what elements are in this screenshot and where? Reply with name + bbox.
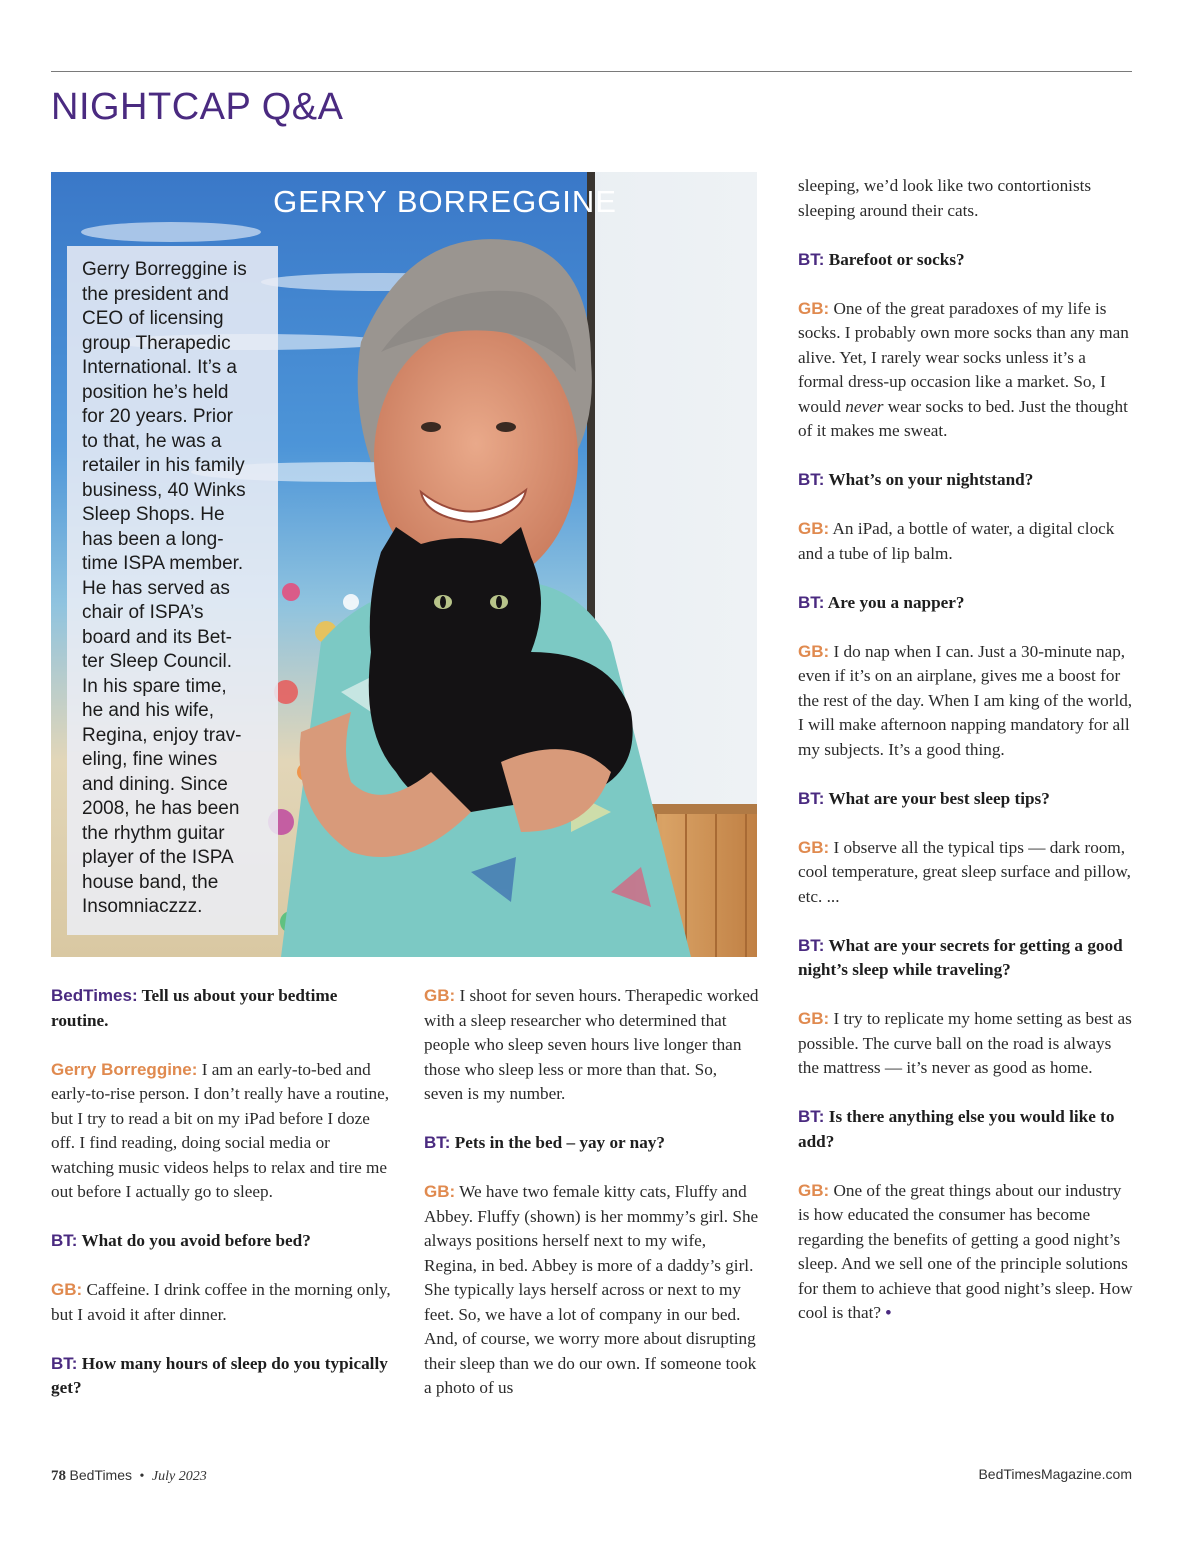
answer bbox=[51, 1278, 391, 1327]
answer-text: I shoot for seven hours. Therapedic worked with a sleep researcher who determined that people who sleep seven hours live longer than those who sleep less or more than that. So, seven is my number. bbox=[424, 986, 759, 1103]
question bbox=[798, 1105, 1134, 1154]
speaker-tag-bt: BT: bbox=[798, 788, 825, 808]
speaker-tag-bt: BT: bbox=[798, 935, 825, 955]
speaker-tag-gb: GB: bbox=[798, 837, 830, 857]
speaker-tag-gb: GB: bbox=[798, 1180, 830, 1200]
column-2 bbox=[424, 984, 760, 1425]
footer-folio bbox=[51, 1467, 207, 1485]
answer-text: I do nap when I can. Just a 30-minute nap, even if it’s on an airplane, gives me a boost for the rest of the day. When I am king of the world, I will make afternoon napping mandatory for all my subjects. It’s a good thing. bbox=[798, 641, 1133, 759]
answer-text: I am an early-to-bed and early-to-rise person. I don’t really have a routine, but I try to read a bit on my iPad before I doze off. I find reading, doing social media or watching music videos helps to relax and tire me out before I actually go to sleep. bbox=[51, 1059, 390, 1201]
question bbox=[798, 468, 1134, 493]
magazine-name: BedTimes bbox=[69, 1467, 133, 1483]
question-text: What do you avoid before bed? bbox=[77, 1231, 311, 1250]
answer bbox=[798, 836, 1134, 910]
answer bbox=[798, 1007, 1134, 1081]
issue-date: July 2023 bbox=[151, 1469, 207, 1484]
website-link[interactable]: BedTimesMagazine.com bbox=[978, 1466, 1132, 1482]
column-3 bbox=[798, 174, 1134, 1350]
question-text: Tell us about your bedtime routine. bbox=[51, 986, 338, 1030]
question-text: Are you a napper? bbox=[824, 592, 965, 612]
speaker-tag-gb: GB: bbox=[798, 641, 830, 661]
answer bbox=[424, 1180, 760, 1401]
question-text: How many hours of sleep do you typically get? bbox=[51, 1353, 388, 1397]
speaker-tag-bt: BedTimes: bbox=[51, 986, 138, 1005]
speaker-tag-gb: GB: bbox=[424, 986, 456, 1005]
speaker-tag-bt: BT: bbox=[424, 1133, 451, 1152]
speaker-tag-gb: GB: bbox=[424, 1182, 456, 1201]
question-text: What are your secrets for getting a good night’s sleep while traveling? bbox=[798, 935, 1123, 979]
question bbox=[798, 787, 1134, 812]
question bbox=[798, 934, 1134, 983]
speaker-tag-gb: GB: bbox=[798, 298, 830, 318]
bio-box: Gerry Borreggine is the president and CEO of licensing group Therapedic International. It’s a position he’s held for 20 years. Prior to that, he was a retailer in his family business, 40 Winks Sleep Shops. He has been a long- time ISPA member. He has served as chair of ISPA’s board and its Bet- ter Sleep Council. In his spare time, he and his wife, Regina, enjoy trav- eling, fine wines and dining. Since 2008, he has been the rhythm guitar player of the ISPA house band, the Insomniaczzz. bbox=[67, 246, 278, 935]
answer bbox=[798, 1179, 1134, 1326]
feature-photo bbox=[51, 172, 757, 957]
question bbox=[51, 984, 391, 1033]
question bbox=[51, 1229, 391, 1254]
question-text: Is there anything else you would like to add? bbox=[798, 1107, 1115, 1151]
answer-text: One of the great things about our industry is how educated the consumer has become regarding the benefits of getting a good night’s sleep. And we sell one of the principle solutions for them to achieve that good night’s sleep. How cool is that? bbox=[798, 1180, 1133, 1322]
question bbox=[51, 1352, 391, 1401]
speaker-tag-bt: BT: bbox=[798, 1107, 825, 1126]
answer bbox=[798, 517, 1134, 566]
speaker-tag-gb: Gerry Borreggine: bbox=[51, 1059, 198, 1079]
end-mark: • bbox=[881, 1303, 892, 1322]
speaker-tag-bt: BT: bbox=[798, 592, 825, 612]
question bbox=[798, 591, 1134, 616]
emphasis-text: never bbox=[845, 396, 884, 416]
speaker-tag-gb: GB: bbox=[51, 1280, 83, 1299]
question bbox=[424, 1131, 760, 1156]
question-text: What’s on your nightstand? bbox=[824, 470, 1034, 489]
speaker-tag-bt: BT: bbox=[798, 470, 825, 489]
answer-text-after: wear socks to bed. Just the thought of it makes me sweat. bbox=[798, 396, 1128, 440]
page-number: 78 bbox=[51, 1468, 66, 1484]
folio-separator: • bbox=[139, 1469, 145, 1484]
answer bbox=[51, 1058, 391, 1205]
answer-text: One of the great paradoxes of my life is socks. I probably own more socks than any man alive. Yet, I rarely wear socks unless it’s a formal dress-up occasion like a market. So, I would bbox=[798, 298, 1129, 416]
answer-text: I observe all the typical tips — dark room, cool temperature, great sleep surface and pillow, etc. ... bbox=[798, 837, 1131, 906]
photo-caption: GERRY BORREGGINE bbox=[273, 184, 617, 219]
question-text: Pets in the bed – yay or nay? bbox=[450, 1133, 665, 1152]
speaker-tag-gb: GB: bbox=[798, 519, 830, 538]
speaker-tag-gb: GB: bbox=[798, 1009, 830, 1028]
answer-continued: sleeping, we’d look like two contortionists sleeping around their cats. bbox=[798, 176, 1092, 220]
speaker-tag-bt: BT: bbox=[51, 1231, 78, 1250]
answer bbox=[798, 640, 1134, 763]
speaker-tag-bt: BT: bbox=[798, 249, 825, 269]
speaker-tag-bt: BT: bbox=[51, 1353, 78, 1373]
answer-text: I try to replicate my home setting as best as possible. The curve ball on the road is always the mattress — it’s never as good as home. bbox=[798, 1009, 1132, 1077]
answer bbox=[798, 297, 1134, 444]
section-title: NIGHTCAP Q&A bbox=[51, 86, 344, 128]
answer-text: Caffeine. I drink coffee in the morning only, but I avoid it after dinner. bbox=[51, 1280, 391, 1324]
top-rule bbox=[51, 71, 1132, 72]
answer bbox=[424, 984, 760, 1107]
answer-text: We have two female kitty cats, Fluffy and Abbey. Fluffy (shown) is her mommy’s girl. She always positions herself next to my wife, Regina, in bed. Abbey is more of a daddy’s girl. She typically lays herself across or next to my feet. So, we have a lot of company in our bed. And, of course, we worry more about disrupting their sleep than we do our own. If someone took a photo of us bbox=[424, 1182, 759, 1397]
question bbox=[798, 248, 1134, 273]
column-1 bbox=[51, 984, 391, 1425]
answer-text: An iPad, a bottle of water, a digital clock and a tube of lip balm. bbox=[798, 519, 1115, 563]
question-text: What are your best sleep tips? bbox=[824, 788, 1050, 808]
question-text: Barefoot or socks? bbox=[824, 249, 965, 269]
